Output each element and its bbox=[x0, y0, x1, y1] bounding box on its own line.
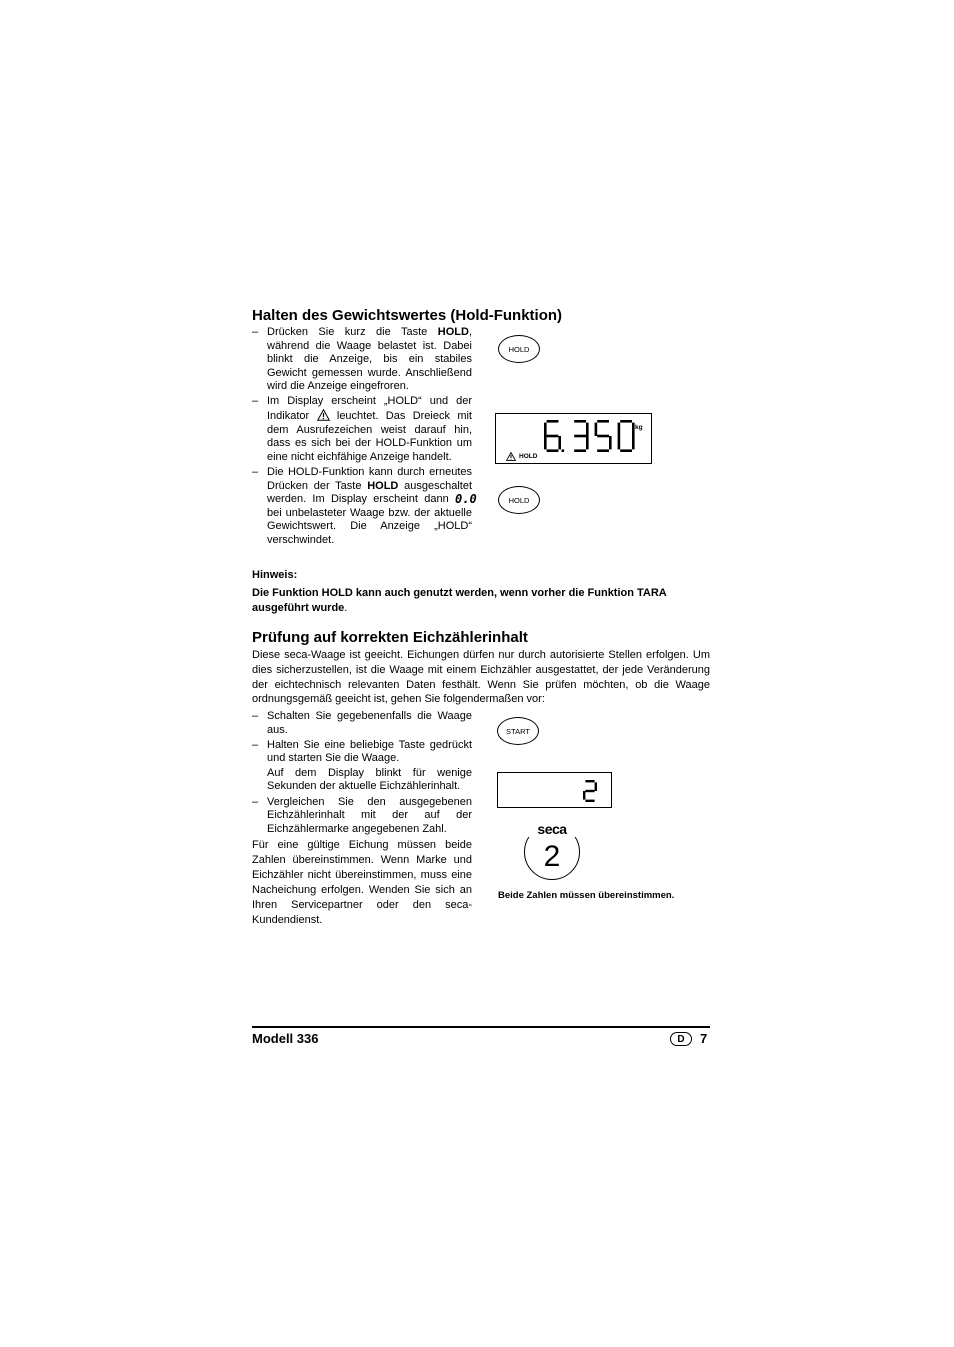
segment bbox=[547, 420, 559, 423]
section-title-eichzaehler: Prüfung auf korrekten Eichzählerinhalt bbox=[252, 629, 528, 646]
segment bbox=[597, 435, 609, 438]
closing-paragraph: Für eine gültige Eichung müssen beide Zahlen übereinstimmen. Wenn Marke und Eichzähler nicht übereinstimmen, muss eine Nacheichung erfolgen. Wenden Sie sich an Ihren Servicepartner oder den seca-Kundendienst. bbox=[252, 839, 472, 927]
page-number: 7 bbox=[700, 1031, 708, 1046]
list-item: – Drücken Sie kurz die Taste HOLD, während die Waage belastet ist. Dabei blinkt die Anzeige, bis ein stabiles Gewicht gemessen wurde. Anschließend wird die Anzeige eingefroren. bbox=[252, 326, 472, 394]
list-item: – Vergleichen Sie den ausgegebenen Eichzählerinhalt mit der auf der Eichzählermarke angegebenen Zahl. bbox=[252, 796, 472, 837]
segment bbox=[585, 800, 594, 802]
segment bbox=[586, 436, 589, 449]
list-item: – Im Display erscheint „HOLD“ und der Indikator leuchtet. Das Dreieck mit dem Ausrufezeichen weist darauf hin, dass es sich bei der HOLD-Funktion um eine nicht eichfähige Anzeige handelt. bbox=[252, 395, 472, 464]
segment bbox=[574, 420, 586, 423]
svg-text:0.0: 0.0 bbox=[455, 492, 477, 507]
hold-button[interactable]: HOLD bbox=[498, 486, 540, 514]
note-heading: Hinweis: bbox=[252, 569, 298, 581]
segment bbox=[597, 449, 609, 452]
footer-model: Modell 336 bbox=[252, 1031, 319, 1046]
section-title-hold: Halten des Gewichtswertes (Hold-Funktion) bbox=[252, 307, 563, 324]
segment bbox=[574, 435, 586, 438]
segment bbox=[585, 790, 594, 792]
inline-display-value bbox=[455, 492, 477, 507]
counter-display bbox=[497, 772, 612, 808]
segment bbox=[583, 791, 585, 800]
segment bbox=[632, 436, 635, 449]
segment bbox=[547, 449, 559, 452]
seal-number: 2 bbox=[543, 840, 561, 873]
note-text: Die Funktion HOLD kann auch genutzt werden, wenn vorher die Funktion TARA ausgeführt wurde. bbox=[252, 587, 667, 614]
segment bbox=[574, 449, 586, 452]
eichzaehler-intro: Diese seca-Waage ist geeicht. Eichungen dürfen nur durch autorisierte Stellen erfolgen. Um dies sicherzustellen, ist die Waage mit einem Eichzähler ausgestattet, der jede Veränderung der eichtechnisch relevanten Daten festhält. Wenn Sie prüfen möchten, ob die Waage ordnungsgemäß geeicht ist, gehen Sie folgendermaßen vor: bbox=[252, 649, 710, 706]
segment bbox=[585, 780, 594, 782]
language-badge: D bbox=[670, 1032, 692, 1046]
segment bbox=[620, 420, 632, 423]
segment bbox=[558, 436, 561, 449]
list-item: – Schalten Sie gegebenenfalls die Waage aus. bbox=[252, 710, 472, 737]
list-item: – Die HOLD-Funktion kann durch erneutes Drücken der Taste HOLD ausgeschaltet werden. Im Display erscheint dann 0.0 bei unbelasteter Waage bzw. der aktuelle Gewichtswert. Die Anzeige „HOLD“ verschwindet. bbox=[252, 466, 472, 548]
segment bbox=[544, 436, 547, 449]
hold-button[interactable]: HOLD bbox=[498, 335, 540, 363]
list-item: – Halten Sie eine beliebige Taste gedrückt und starten Sie die Waage. Auf dem Display blinkt für wenige Sekunden der aktuelle Eichzählerinhalt. bbox=[252, 739, 472, 794]
eichzaehler-instructions bbox=[252, 710, 472, 928]
weight-display bbox=[495, 413, 652, 464]
hold-instructions bbox=[252, 326, 477, 548]
segment bbox=[586, 423, 589, 436]
footer-rule bbox=[252, 1026, 710, 1028]
warning-triangle-icon bbox=[317, 409, 330, 421]
segment bbox=[597, 420, 609, 423]
seca-logo: seca bbox=[525, 821, 579, 837]
hold-indicator: HOLD bbox=[519, 453, 538, 460]
segment bbox=[620, 449, 632, 452]
segment bbox=[595, 782, 597, 791]
decimal-point bbox=[562, 449, 565, 452]
segment bbox=[544, 423, 547, 436]
warning-triangle-icon bbox=[506, 452, 516, 461]
segment bbox=[609, 436, 612, 449]
segment bbox=[547, 435, 559, 438]
unit-label: kg bbox=[635, 424, 643, 431]
counter-digit bbox=[498, 773, 611, 807]
start-button[interactable]: START bbox=[497, 717, 539, 745]
segment bbox=[595, 423, 598, 436]
segment bbox=[618, 436, 621, 449]
seal-caption: Beide Zahlen müssen übereinstimmen. bbox=[498, 890, 675, 901]
segment bbox=[618, 423, 621, 436]
eichzaehler-seal bbox=[524, 821, 580, 880]
